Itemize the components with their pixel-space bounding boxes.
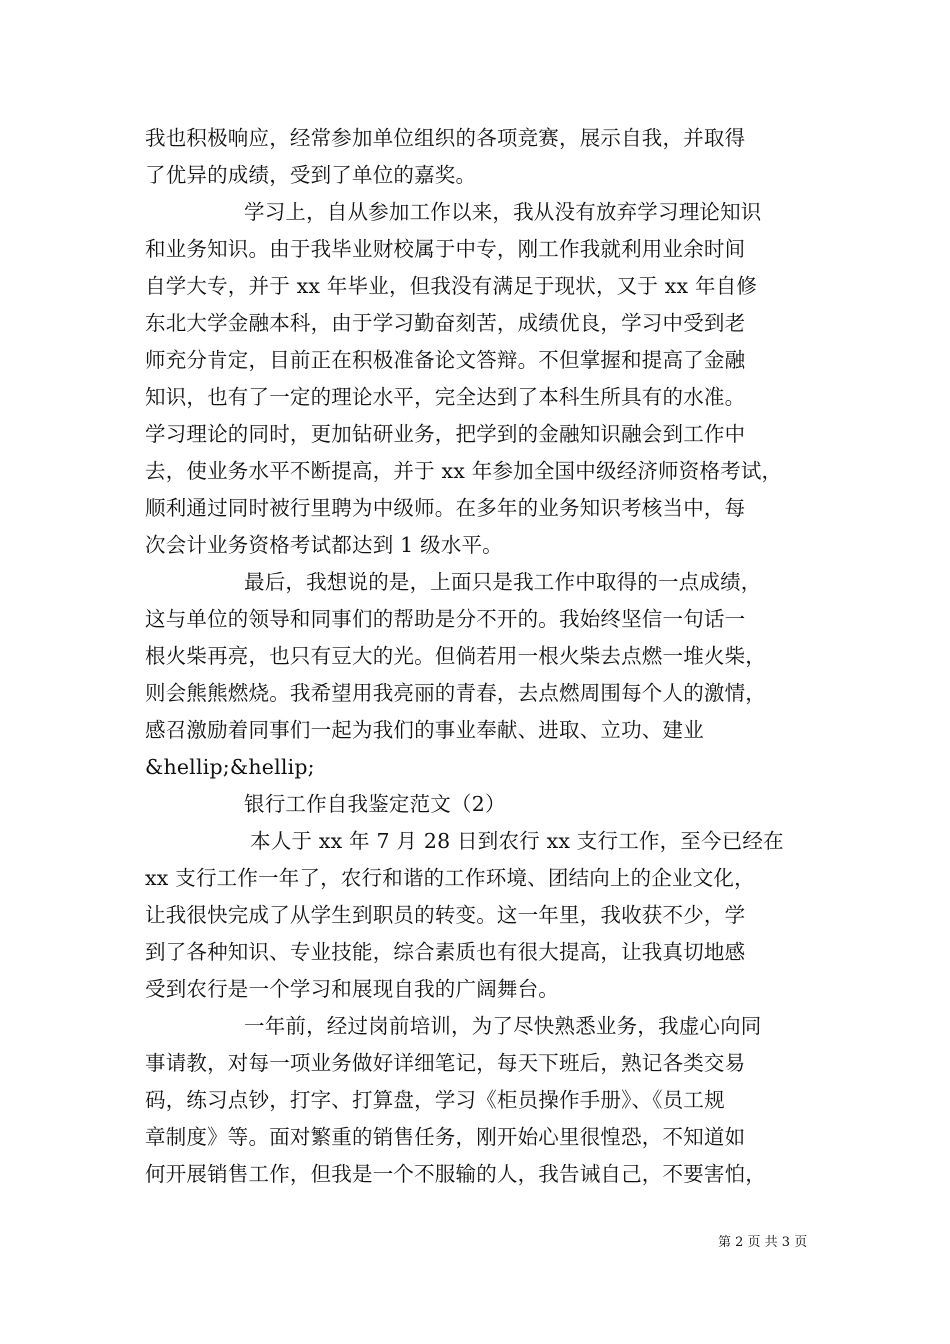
body-text-line: 受到农行是一个学习和展现自我的广阔舞台。 — [145, 977, 559, 1001]
body-text-line: 让我很快完成了从学生到职员的转变。这一年里，我收获不少，学 — [145, 903, 746, 927]
body-text-line: 到了各种知识、专业技能，综合素质也有很大提高，让我真切地感 — [145, 940, 746, 964]
body-text-line: 这与单位的领导和同事们的帮助是分不开的。我始终坚信一句话一 — [145, 607, 746, 631]
body-text-line: 了优异的成绩，受到了单位的嘉奖。 — [145, 163, 477, 187]
body-text-line: 和业务知识。由于我毕业财校属于中专，刚工作我就利用业余时间 — [145, 237, 746, 261]
body-text-line: 次会计业务资格考试都达到 1 级水平。 — [145, 533, 503, 557]
body-text-line: xx 支行工作一年了，农行和谐的工作环境、团结向上的企业文化， — [145, 866, 755, 890]
body-text-line: 我也积极响应，经常参加单位组织的各项竞赛，展示自我，并取得 — [145, 126, 746, 150]
body-text-line: &hellip;&hellip; — [145, 755, 315, 779]
body-text-line: 感召激励着同事们一起为我们的事业奉献、进取、立功、建业 — [145, 718, 704, 742]
paragraph-first-line: 学习上，自从参加工作以来，我从没有放弃学习理论知识 — [244, 200, 762, 224]
paragraph-first-line: 一年前，经过岗前培训，为了尽快熟悉业务，我虚心向同 — [244, 1014, 762, 1038]
body-text-line: 章制度》等。面对繁重的销售任务，刚开始心里很惶恐，不知道如 — [145, 1125, 746, 1149]
body-text-line: 学习理论的同时，更加钻研业务，把学到的金融知识融会到工作中 — [145, 422, 746, 446]
body-text-line: 码，练习点钞，打字、打算盘，学习《柜员操作手册》、《员工规 — [145, 1088, 725, 1112]
section-title: 银行工作自我鉴定范文（2） — [244, 792, 506, 816]
body-text-line: 顺利通过同时被行里聘为中级师。在多年的业务知识考核当中，每 — [145, 496, 746, 520]
body-text-line: 根火柴再亮，也只有豆大的光。但倘若用一根火柴去点燃一堆火柴， — [145, 644, 766, 668]
body-text-line: 则会熊熊燃烧。我希望用我亮丽的青春，去点燃周围每个人的激情， — [145, 681, 766, 705]
paragraph-first-line: 本人于 xx 年 7 月 28 日到农行 xx 支行工作，至今已经在 — [250, 829, 784, 853]
body-text-line: 去，使业务水平不断提高，并于 xx 年参加全国中级经济师资格考试， — [145, 459, 783, 483]
page-number: 第 2 页 共 3 页 — [718, 1235, 808, 1250]
body-text-line: 东北大学金融本科，由于学习勤奋刻苦，成绩优良，学习中受到老 — [145, 311, 746, 335]
paragraph-first-line: 最后，我想说的是，上面只是我工作中取得的一点成绩， — [244, 570, 762, 594]
body-text-line: 知识，也有了一定的理论水平，完全达到了本科生所具有的水准。 — [145, 385, 746, 409]
body-text-line: 自学大专，并于 xx 年毕业，但我没有满足于现状，又于 xx 年自修 — [145, 274, 758, 298]
body-text-line: 师充分肯定，目前正在积极准备论文答辩。不但掌握和提高了金融 — [145, 348, 746, 372]
body-text-line: 何开展销售工作，但我是一个不服输的人，我告诫自己，不要害怕， — [145, 1162, 766, 1186]
body-text-line: 事请教，对每一项业务做好详细笔记，每天下班后，熟记各类交易 — [145, 1051, 746, 1075]
